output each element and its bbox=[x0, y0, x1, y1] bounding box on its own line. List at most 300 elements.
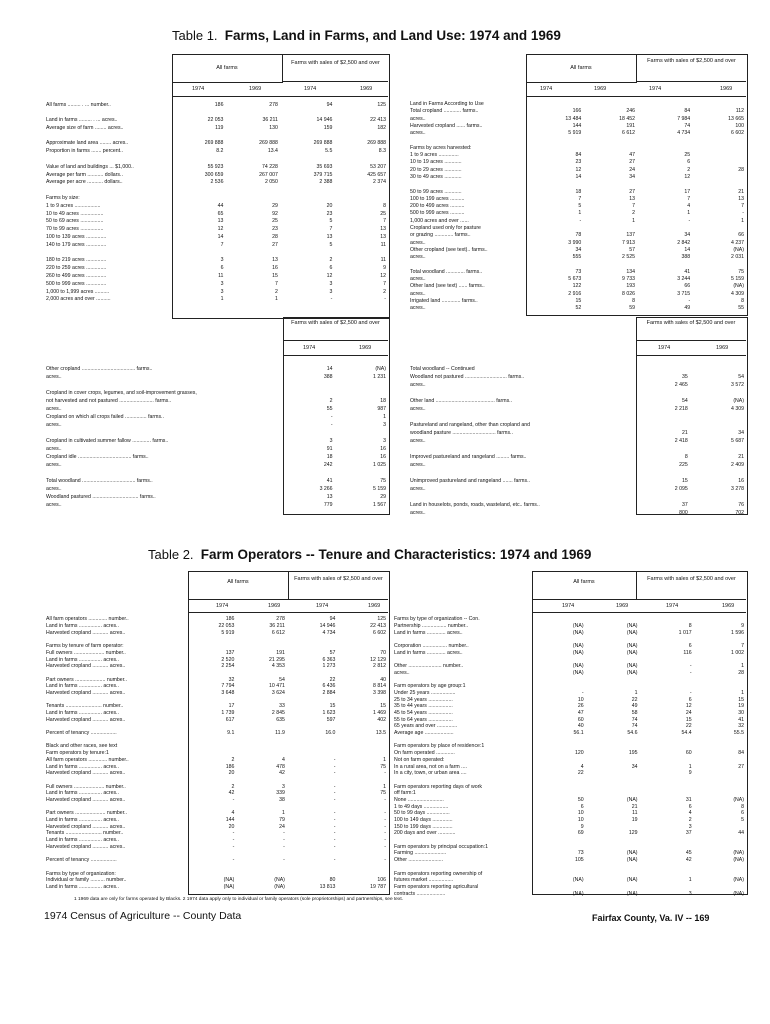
table-row bbox=[408, 420, 746, 428]
row-value: 182 bbox=[377, 124, 386, 131]
table-row bbox=[392, 703, 746, 710]
row-value bbox=[281, 468, 334, 476]
table-row bbox=[44, 743, 388, 750]
row-value: 4 237 bbox=[731, 239, 744, 246]
row-label: acres.. bbox=[46, 485, 62, 492]
row-value bbox=[586, 636, 640, 643]
row-value: (NA) bbox=[274, 877, 285, 884]
row-value: 34 bbox=[684, 232, 691, 239]
row-label: Average per farm ........... dollars.. bbox=[46, 171, 123, 178]
table-row bbox=[392, 723, 746, 730]
row-label: 20 to 29 acres ............ bbox=[410, 166, 462, 173]
row-value: 27 bbox=[738, 763, 744, 770]
row-value: (NA) bbox=[626, 649, 638, 656]
row-value: 31 bbox=[685, 796, 692, 803]
row-value bbox=[335, 388, 388, 396]
row-value: (NA) bbox=[572, 643, 584, 650]
table-row bbox=[44, 790, 388, 797]
row-label: or grazing ............. farms.. bbox=[410, 232, 471, 239]
row-value bbox=[280, 155, 334, 163]
row-value bbox=[694, 676, 746, 683]
row-value: 2 842 bbox=[677, 239, 691, 246]
row-value: (NA) bbox=[626, 663, 638, 670]
row-value: 2 bbox=[231, 756, 235, 763]
row-value bbox=[532, 743, 586, 750]
row-value: 79 bbox=[279, 817, 285, 824]
row-value: - bbox=[333, 837, 336, 844]
table-row bbox=[44, 194, 388, 202]
table-row bbox=[408, 500, 746, 508]
table-row bbox=[392, 830, 746, 837]
row-label: Farm operators by principal occupation:1 bbox=[394, 843, 488, 850]
row-label: Harvested cropland ........... acres.. bbox=[46, 843, 126, 850]
row-value: 5 687 bbox=[731, 437, 744, 444]
row-value: 22 bbox=[329, 676, 336, 683]
row-label: Individual or family .......... number.. bbox=[46, 877, 127, 884]
row-value: - bbox=[333, 796, 336, 803]
row-value: 54 bbox=[738, 373, 744, 380]
row-value: - bbox=[333, 843, 336, 850]
row-value: 15 bbox=[685, 716, 692, 723]
t1-r-year-1: 1969 bbox=[594, 86, 607, 92]
row-value: - bbox=[688, 298, 691, 305]
row-value: (NA) bbox=[572, 623, 584, 630]
table-row bbox=[408, 268, 746, 275]
table-row bbox=[44, 279, 388, 287]
row-value: 278 bbox=[276, 616, 285, 623]
row-value: 18 bbox=[380, 397, 386, 404]
row-value: 2 050 bbox=[264, 179, 278, 186]
row-value bbox=[287, 696, 338, 703]
row-value bbox=[334, 186, 388, 194]
row-value: 4 bbox=[282, 756, 285, 763]
row-value: 12 129 bbox=[370, 656, 386, 663]
row-value: 13 bbox=[326, 493, 333, 500]
row-value bbox=[637, 180, 692, 187]
row-label: Harvested cropland ........... acres.. bbox=[46, 689, 126, 696]
row-value: 94 bbox=[329, 616, 336, 623]
row-value: 15 bbox=[272, 273, 278, 280]
row-value: 2 525 bbox=[622, 254, 635, 261]
row-value: 35 bbox=[681, 373, 688, 380]
row-value: 4 353 bbox=[271, 663, 285, 670]
t1-right-lower-years bbox=[636, 340, 746, 356]
row-value: 2 916 bbox=[568, 290, 582, 297]
table-row bbox=[408, 396, 746, 404]
table-row bbox=[44, 201, 388, 209]
row-value bbox=[287, 670, 338, 677]
row-value: 24 bbox=[279, 823, 285, 830]
row-value bbox=[690, 492, 746, 500]
table-row bbox=[44, 256, 388, 264]
table-row bbox=[392, 803, 746, 810]
row-value: 2 bbox=[329, 257, 333, 264]
row-label: woodland pasture .............................. farms.. bbox=[410, 429, 513, 436]
row-value: 75 bbox=[380, 790, 386, 797]
row-label: Total cropland ............ farms.. bbox=[410, 108, 479, 115]
row-value: 30 bbox=[738, 710, 744, 717]
row-label: Other land (see text) ...... farms.. bbox=[410, 283, 485, 290]
row-value bbox=[694, 884, 746, 891]
row-label: acres.. bbox=[410, 485, 426, 492]
row-value: 38 bbox=[279, 796, 285, 803]
row-value: - bbox=[384, 796, 386, 803]
row-value bbox=[529, 180, 583, 187]
row-label: Land in farms ................ acres.. bbox=[46, 683, 119, 690]
row-value: 186 bbox=[225, 616, 235, 623]
table-row bbox=[408, 508, 746, 516]
table2-title-main: Farm Operators -- Tenure and Characteristics: 1974 and 1969 bbox=[200, 547, 592, 562]
table1-right-lower-rows bbox=[408, 364, 746, 516]
row-value: 2 418 bbox=[674, 437, 688, 444]
table-row bbox=[392, 810, 746, 817]
row-label: Land in farms ................ acres.. bbox=[46, 656, 119, 663]
row-label: Other land ......................................... farms.. bbox=[410, 397, 513, 404]
table-row bbox=[408, 202, 746, 209]
row-value: 7 bbox=[383, 280, 386, 287]
row-value: 6 602 bbox=[731, 130, 744, 137]
footer-right: Fairfax County, Va. IV -- 169 bbox=[592, 913, 710, 923]
row-value: 2 095 bbox=[674, 485, 688, 492]
row-value bbox=[280, 108, 334, 116]
table-row bbox=[44, 797, 388, 804]
row-value bbox=[186, 723, 237, 730]
row-value bbox=[586, 863, 640, 870]
row-label: acres.. bbox=[410, 381, 426, 388]
row-value bbox=[337, 870, 388, 877]
table-row bbox=[392, 690, 746, 697]
row-label: acres.. bbox=[410, 254, 426, 261]
row-value bbox=[280, 131, 334, 139]
row-label: Improved pastureland and rangeland ......... farms.. bbox=[410, 453, 527, 460]
row-value: 36 211 bbox=[269, 623, 285, 630]
row-label: Farms by acres harvested: bbox=[410, 144, 472, 151]
row-label: 50 to 99 days ................ bbox=[394, 810, 450, 817]
table-row bbox=[408, 297, 746, 304]
row-value: 4 309 bbox=[731, 290, 744, 297]
row-value: 69 bbox=[577, 830, 584, 837]
row-value: 14 bbox=[326, 365, 333, 372]
row-value: 32 bbox=[738, 723, 744, 730]
row-value bbox=[337, 863, 388, 870]
row-label: Farms by type of organization -- Con. bbox=[394, 616, 480, 623]
row-value bbox=[225, 194, 279, 202]
table-row bbox=[408, 115, 746, 122]
t1-year-2: 1974 bbox=[304, 86, 317, 92]
row-value bbox=[171, 155, 225, 163]
row-value bbox=[529, 261, 583, 268]
row-value: 3 244 bbox=[677, 276, 691, 283]
row-value: 13 bbox=[217, 218, 224, 225]
table1-left-lower-rows bbox=[44, 364, 388, 508]
row-label: acres.. bbox=[46, 421, 62, 428]
row-value: 40 bbox=[380, 676, 386, 683]
table-row bbox=[408, 428, 746, 436]
row-value bbox=[337, 850, 388, 857]
row-value bbox=[694, 616, 746, 623]
row-label: Full owners ..................... number.. bbox=[46, 783, 126, 790]
row-value bbox=[586, 884, 640, 891]
table-row bbox=[408, 136, 746, 143]
row-value: 16 bbox=[738, 477, 744, 484]
t2-left-group-sales: Farms with sales of $2,500 and over bbox=[294, 576, 383, 582]
row-value: 2 812 bbox=[373, 663, 386, 670]
row-value: 3 bbox=[383, 421, 386, 428]
row-value: 94 bbox=[326, 101, 333, 108]
table-row bbox=[44, 877, 388, 884]
table1-title bbox=[172, 28, 561, 43]
row-value: 16.0 bbox=[325, 730, 336, 737]
row-label: acres.. bbox=[46, 501, 62, 508]
row-value: 120 bbox=[574, 750, 584, 757]
row-value: - bbox=[333, 817, 336, 824]
row-value: 225 bbox=[679, 461, 688, 468]
row-value: (NA) bbox=[626, 890, 638, 897]
row-value: 17 bbox=[228, 703, 235, 710]
row-label: Approximate land area ........ acres.. bbox=[46, 140, 129, 147]
row-value: 12 bbox=[380, 273, 386, 280]
row-label: Other cropland (see text).. farms.. bbox=[410, 246, 488, 253]
row-value bbox=[586, 743, 640, 750]
row-value: (NA) bbox=[733, 796, 744, 803]
row-label: 1 to 9 acres .............. bbox=[410, 152, 459, 159]
row-value: - bbox=[333, 756, 336, 763]
table-row bbox=[392, 663, 746, 670]
row-label: Not on farm operated: bbox=[394, 756, 445, 763]
row-label: acres.. bbox=[394, 669, 410, 676]
row-value: 8 bbox=[684, 453, 688, 460]
row-value bbox=[186, 803, 237, 810]
row-value bbox=[532, 756, 586, 763]
row-value: - bbox=[283, 837, 285, 844]
row-value: 2 bbox=[687, 166, 691, 173]
row-value: 4 bbox=[231, 810, 235, 817]
table-row bbox=[44, 683, 388, 690]
row-value: 3 398 bbox=[373, 689, 386, 696]
table2-title bbox=[148, 547, 591, 562]
table-row bbox=[408, 452, 746, 460]
table2-right-rows bbox=[392, 616, 746, 897]
row-label: Average age .................... bbox=[394, 730, 454, 737]
row-label: Unimproved pastureland and rangeland ....... farms.. bbox=[410, 477, 530, 484]
t1-left-group-sales: Farms with sales of $2,500 and over bbox=[283, 54, 388, 82]
row-value: 5 919 bbox=[568, 130, 582, 137]
table-row bbox=[44, 460, 388, 468]
table-row bbox=[408, 404, 746, 412]
row-value bbox=[532, 790, 586, 797]
table-row bbox=[44, 186, 388, 194]
table-row bbox=[408, 444, 746, 452]
row-value: 3 715 bbox=[677, 290, 691, 297]
table-row bbox=[392, 877, 746, 884]
row-value: 9.1 bbox=[227, 730, 235, 737]
table-row bbox=[408, 188, 746, 195]
row-value bbox=[236, 736, 287, 743]
table-row bbox=[408, 166, 746, 173]
row-value bbox=[337, 803, 388, 810]
row-value: 3 bbox=[688, 823, 692, 830]
t1-right-lower-group: Farms with sales of $2,500 and over bbox=[646, 320, 736, 326]
row-value: 6 bbox=[741, 810, 744, 817]
row-value bbox=[520, 129, 529, 136]
row-value bbox=[532, 736, 586, 743]
row-value: - bbox=[384, 770, 386, 777]
row-value: 5 159 bbox=[731, 276, 744, 283]
row-value bbox=[694, 777, 746, 784]
row-value: 41 bbox=[738, 716, 744, 723]
row-label: Cropland on which all crops failed ............... farms.. bbox=[46, 413, 164, 420]
row-value: 21 295 bbox=[269, 656, 285, 663]
row-value bbox=[694, 756, 746, 763]
row-value: - bbox=[384, 843, 386, 850]
row-value: 6 612 bbox=[271, 629, 285, 636]
row-value: (NA) bbox=[572, 663, 584, 670]
table-row bbox=[408, 122, 746, 129]
row-value bbox=[532, 863, 586, 870]
row-value bbox=[520, 107, 529, 114]
table-row bbox=[392, 683, 746, 690]
row-value bbox=[692, 224, 746, 231]
row-value bbox=[337, 643, 388, 650]
row-value: 1 bbox=[688, 877, 692, 884]
table-row bbox=[392, 797, 746, 804]
row-label: Total woodland -- Continued bbox=[410, 365, 475, 372]
row-value bbox=[280, 186, 334, 194]
row-value bbox=[520, 246, 529, 253]
table-row bbox=[392, 649, 746, 656]
table-row bbox=[392, 696, 746, 703]
row-value: 5.5 bbox=[325, 148, 333, 155]
row-value: (NA) bbox=[626, 857, 638, 864]
table-row bbox=[44, 162, 388, 170]
table-row bbox=[408, 246, 746, 253]
row-label: Land in farms ................ acres.. bbox=[46, 837, 119, 844]
row-value: - bbox=[333, 783, 336, 790]
row-value: 137 bbox=[225, 649, 235, 656]
row-value bbox=[335, 380, 388, 388]
table-row bbox=[392, 890, 746, 897]
row-label bbox=[44, 131, 171, 139]
table-row bbox=[408, 209, 746, 216]
row-value bbox=[171, 131, 225, 139]
row-value bbox=[586, 736, 640, 743]
table-row bbox=[408, 129, 746, 136]
row-value: (NA) bbox=[626, 623, 638, 630]
row-value bbox=[337, 743, 388, 750]
row-value: (NA) bbox=[572, 629, 584, 636]
table-row bbox=[44, 730, 388, 737]
row-label: acres.. bbox=[410, 405, 426, 412]
row-value: 16 bbox=[272, 265, 278, 272]
row-value: 5 bbox=[741, 817, 744, 824]
row-value: 27 bbox=[629, 159, 635, 166]
row-value bbox=[586, 756, 640, 763]
row-value: 14 946 bbox=[319, 623, 336, 630]
table-row bbox=[44, 420, 388, 428]
row-value: 50 bbox=[577, 796, 584, 803]
t1-r-year-0: 1974 bbox=[540, 86, 553, 92]
row-value: 24 bbox=[685, 710, 692, 717]
row-value: 195 bbox=[628, 750, 638, 757]
row-value: 1 bbox=[220, 296, 224, 303]
row-value: 10 bbox=[577, 817, 584, 824]
row-value: 91 bbox=[326, 445, 333, 452]
row-value bbox=[586, 823, 640, 830]
row-value: 22 053 bbox=[207, 117, 224, 124]
table-row bbox=[408, 173, 746, 180]
row-label: Land in houselots, ponds, roads, wasteland, etc.. farms.. bbox=[410, 501, 540, 508]
row-value bbox=[640, 837, 694, 844]
row-label: Total woodland ..................................... farms.. bbox=[46, 477, 153, 484]
row-value: 13 bbox=[272, 257, 278, 264]
row-label: Part owners ..................... number.. bbox=[46, 676, 128, 683]
row-value: 19 787 bbox=[370, 883, 386, 890]
row-value bbox=[520, 275, 529, 282]
table-row bbox=[408, 492, 746, 500]
row-value bbox=[640, 777, 694, 784]
row-label: acres.. bbox=[410, 305, 426, 312]
row-value bbox=[640, 743, 694, 750]
row-value: 7 bbox=[275, 280, 278, 287]
row-value: 54.6 bbox=[627, 730, 638, 737]
row-label: acres.. bbox=[410, 239, 426, 246]
row-value: 3 bbox=[329, 280, 333, 287]
row-value: 4 309 bbox=[731, 405, 744, 412]
row-value: (NA) bbox=[733, 397, 744, 404]
row-value: 23 bbox=[326, 210, 333, 217]
row-value: 54 bbox=[279, 676, 285, 683]
table-row bbox=[392, 756, 746, 763]
row-value: 5 bbox=[329, 241, 333, 248]
row-label: Land in farms ................ acres.. bbox=[46, 710, 119, 717]
row-label: acres.. bbox=[410, 437, 426, 444]
row-value bbox=[520, 195, 529, 202]
row-value: 1 bbox=[632, 217, 635, 224]
table-row bbox=[392, 616, 746, 623]
table-row bbox=[44, 636, 388, 643]
row-value: 18 bbox=[326, 453, 333, 460]
row-label: Land in farms ......... . ... acres.. bbox=[46, 117, 118, 124]
row-value: 13 bbox=[326, 234, 333, 241]
row-value: 92 bbox=[272, 210, 278, 217]
row-value: 7 bbox=[741, 203, 744, 210]
table-row bbox=[408, 217, 746, 224]
row-value: 125 bbox=[377, 616, 386, 623]
row-value bbox=[532, 884, 586, 891]
row-label: On farm operated ............. bbox=[394, 750, 455, 757]
row-value: - bbox=[333, 763, 336, 770]
table-row bbox=[44, 295, 388, 303]
row-value: (NA) bbox=[733, 246, 744, 253]
row-value: - bbox=[384, 810, 386, 817]
table2-left-rows bbox=[44, 616, 388, 890]
row-value bbox=[287, 850, 338, 857]
row-value: - bbox=[333, 823, 336, 830]
row-value bbox=[236, 670, 287, 677]
table-row bbox=[44, 817, 388, 824]
row-label: 1 to 49 days ................. bbox=[394, 803, 449, 810]
table-row bbox=[44, 380, 388, 388]
row-label: Farms by type of organization: bbox=[46, 870, 116, 877]
row-value: 2 409 bbox=[731, 461, 744, 468]
row-value: 6 436 bbox=[322, 683, 336, 690]
table-row bbox=[392, 763, 746, 770]
row-value: 3 648 bbox=[221, 689, 235, 696]
row-label: Other ........................ bbox=[394, 857, 444, 864]
row-value: 13 bbox=[380, 234, 386, 241]
row-label: Total woodland ............. farms.. bbox=[410, 268, 483, 275]
row-value bbox=[532, 870, 586, 877]
